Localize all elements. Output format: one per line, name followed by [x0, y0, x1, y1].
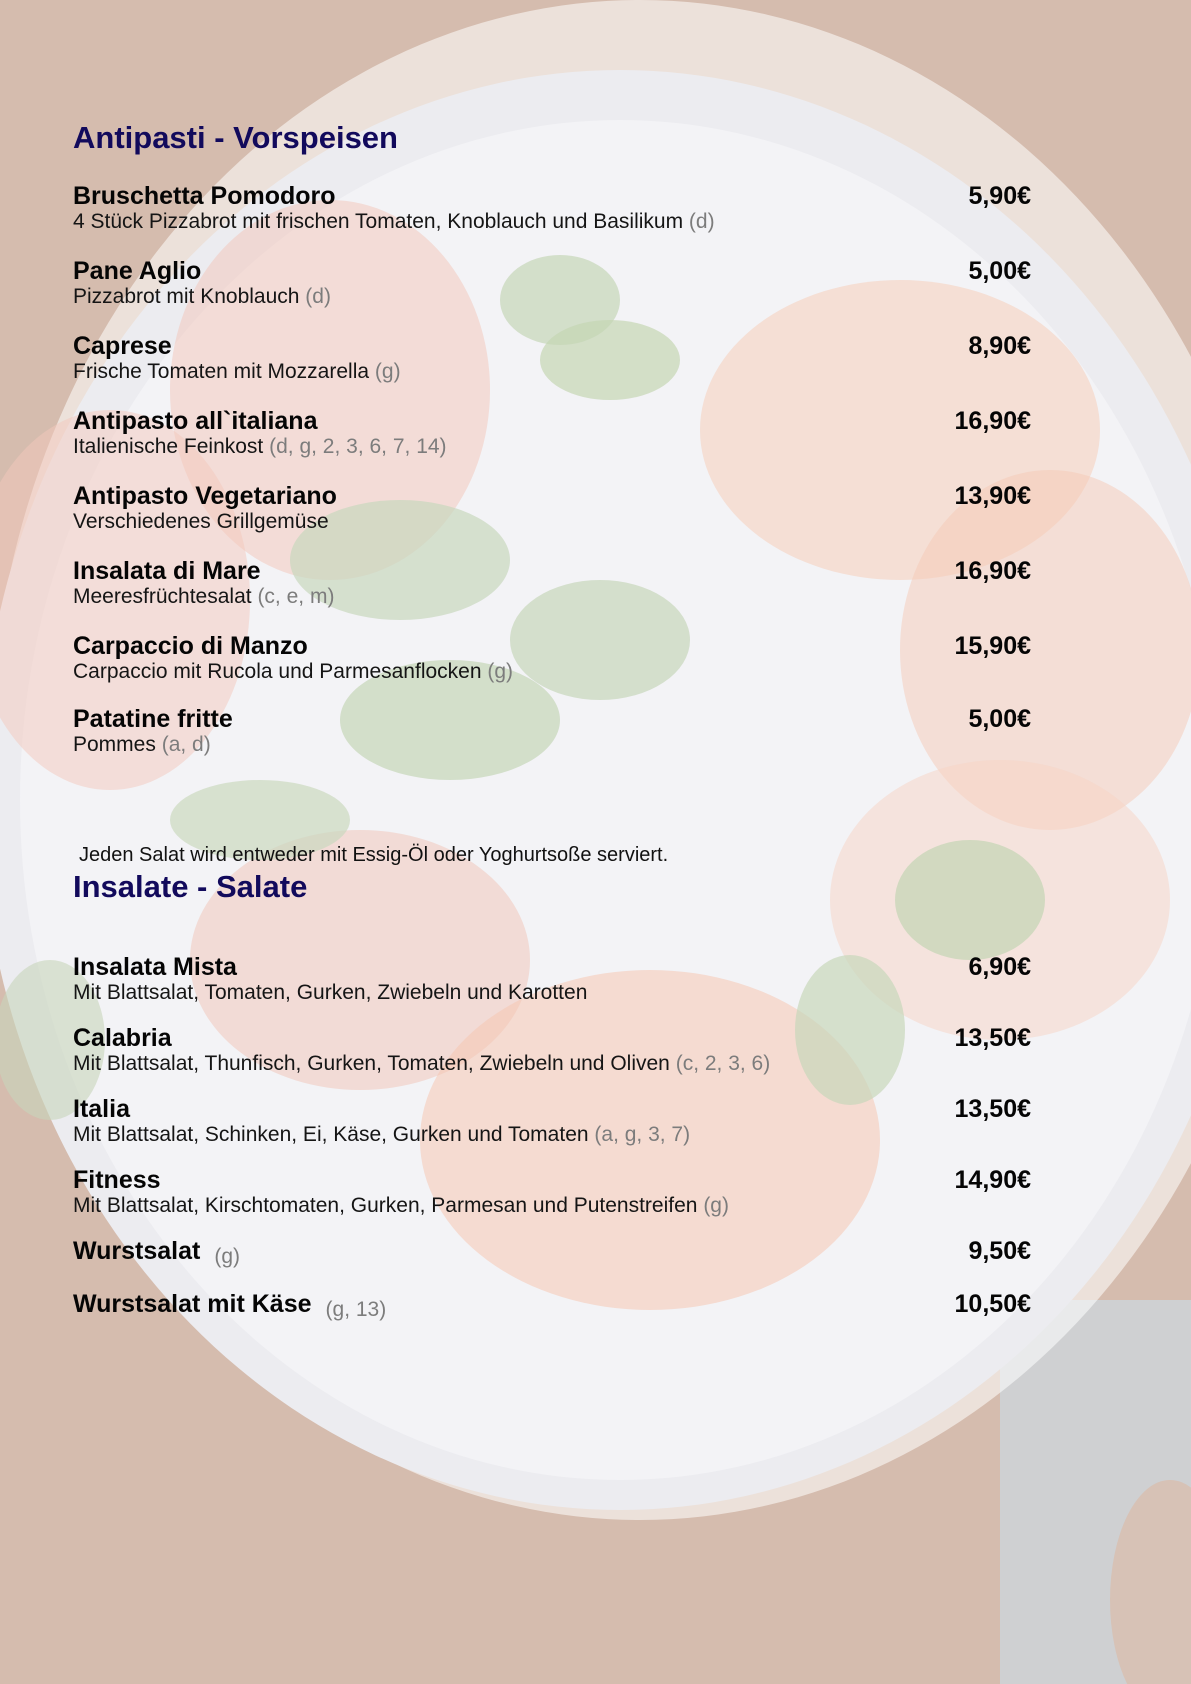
- allergen-codes: (g, 13): [325, 1298, 387, 1321]
- allergen-codes: (g): [703, 1194, 729, 1217]
- dish-price: 13,90€: [954, 482, 1031, 510]
- dish-name: Wurstsalat (g): [73, 1237, 241, 1268]
- menu-item: [73, 953, 1031, 1009]
- dish-description: Carpaccio mit Rucola und Parmesanflocken (g): [73, 660, 514, 683]
- dish-price: 6,90€: [968, 953, 1031, 981]
- dish-price: 8,90€: [968, 332, 1031, 360]
- dish-price: 9,50€: [968, 1237, 1031, 1265]
- menu-item: [73, 407, 1031, 463]
- allergen-codes: (g): [214, 1245, 241, 1268]
- dish-description: Mit Blattsalat, Kirschtomaten, Gurken, Parmesan und Putenstreifen (g): [73, 1194, 729, 1217]
- allergen-codes: (c, 2, 3, 6): [675, 1052, 771, 1075]
- menu-item: [73, 557, 1031, 613]
- dish-name: Insalata Mista: [73, 953, 237, 981]
- dish-name: Calabria: [73, 1024, 172, 1052]
- menu-item: [73, 1290, 1031, 1346]
- dish-name: Wurstsalat mit Käse (g, 13): [73, 1290, 387, 1321]
- dish-price: 13,50€: [954, 1095, 1031, 1123]
- dish-name: Italia: [73, 1095, 130, 1123]
- dish-description: Pommes (a, d): [73, 733, 211, 756]
- dish-name: Bruschetta Pomodoro: [73, 182, 336, 210]
- menu-item: [73, 332, 1031, 388]
- dish-name: Carpaccio di Manzo: [73, 632, 308, 660]
- allergen-codes: (c, e, m): [257, 585, 335, 608]
- dish-price: 13,50€: [954, 1024, 1031, 1052]
- menu-item: [73, 1166, 1031, 1222]
- menu-item: [73, 482, 1031, 538]
- allergen-codes: (g): [374, 360, 401, 383]
- dish-price: 5,00€: [968, 705, 1031, 733]
- allergen-codes: (a, g, 3, 7): [594, 1123, 691, 1146]
- menu-item: [73, 182, 1031, 238]
- dish-name: Antipasto all`italiana: [73, 407, 318, 435]
- menu-page: [73, 0, 1031, 1684]
- dish-description: Pizzabrot mit Knoblauch (d): [73, 285, 331, 308]
- salad-dressing-note: Jeden Salat wird entweder mit Essig-Öl oder Yoghurtsoße serviert.: [79, 844, 669, 866]
- dish-name: Patatine fritte: [73, 705, 233, 733]
- dish-price: 5,00€: [968, 257, 1031, 285]
- dish-price: 14,90€: [954, 1166, 1031, 1194]
- dish-price: 5,90€: [968, 182, 1031, 210]
- dish-price: 15,90€: [954, 632, 1031, 660]
- menu-item: [73, 1237, 1031, 1293]
- menu-item: [73, 632, 1031, 688]
- dish-description: Meeresfrüchtesalat (c, e, m): [73, 585, 335, 608]
- allergen-codes: (d): [688, 210, 715, 233]
- allergen-codes: (a, d): [161, 733, 211, 756]
- insalate-title: Insalate - Salate: [73, 869, 308, 904]
- allergen-codes: (g): [487, 660, 514, 683]
- dish-name: Antipasto Vegetariano: [73, 482, 337, 510]
- allergen-codes: (d): [305, 285, 331, 308]
- dish-name: Pane Aglio: [73, 257, 202, 285]
- dish-description: Mit Blattsalat, Thunfisch, Gurken, Tomaten, Zwiebeln und Oliven (c, 2, 3, 6): [73, 1052, 771, 1075]
- menu-item: [73, 705, 1031, 761]
- dish-name: Caprese: [73, 332, 172, 360]
- menu-item: [73, 257, 1031, 313]
- menu-item: [73, 1095, 1031, 1151]
- dish-price: 16,90€: [954, 407, 1031, 435]
- dish-description: Mit Blattsalat, Schinken, Ei, Käse, Gurken und Tomaten (a, g, 3, 7): [73, 1123, 691, 1146]
- dish-description: Frische Tomaten mit Mozzarella (g): [73, 360, 401, 383]
- dish-description: Italienische Feinkost (d, g, 2, 3, 6, 7, 14): [73, 435, 447, 458]
- dish-price: 10,50€: [954, 1290, 1031, 1318]
- dish-name: Insalata di Mare: [73, 557, 261, 585]
- allergen-codes: (d, g, 2, 3, 6, 7, 14): [269, 435, 447, 458]
- dish-description: Verschiedenes Grillgemüse: [73, 510, 329, 533]
- dish-description: 4 Stück Pizzabrot mit frischen Tomaten, Knoblauch und Basilikum (d): [73, 210, 715, 233]
- antipasti-title: Antipasti - Vorspeisen: [73, 120, 398, 155]
- dish-price: 16,90€: [954, 557, 1031, 585]
- menu-item: [73, 1024, 1031, 1080]
- dish-description: Mit Blattsalat, Tomaten, Gurken, Zwiebeln und Karotten: [73, 981, 588, 1004]
- dish-name: Fitness: [73, 1166, 161, 1194]
